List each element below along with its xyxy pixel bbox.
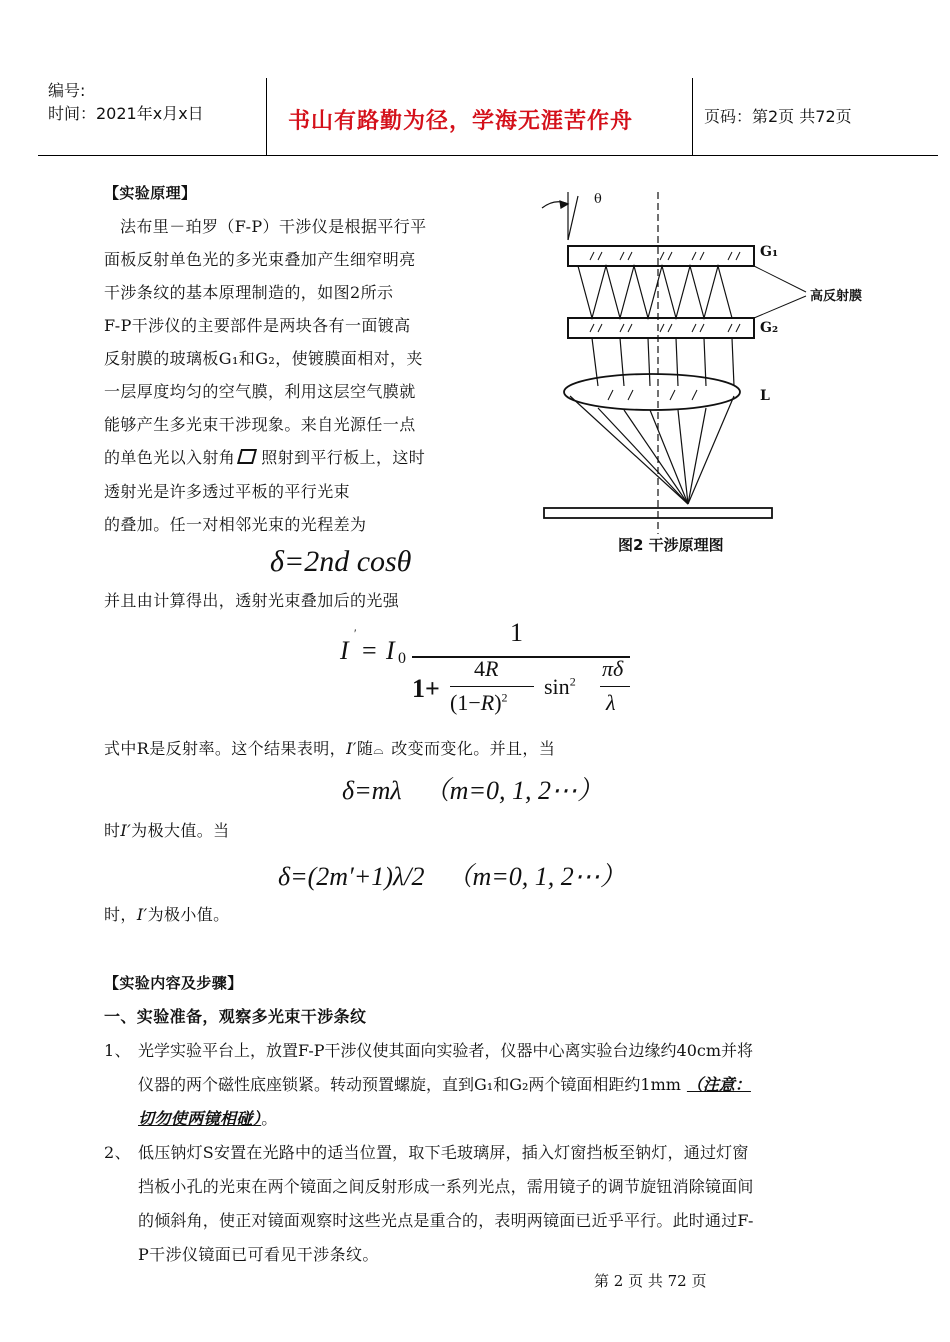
item2-number: 2、 — [104, 1143, 131, 1162]
reflectance-desc — [104, 732, 555, 768]
header-rule — [38, 155, 938, 156]
eq-min-lhs: δ=(2m′+1)λ/2 — [278, 862, 425, 891]
g2-label: G₂ — [760, 320, 779, 336]
delta-glyph-icon: ⌓ — [373, 743, 384, 758]
interference-diagram — [520, 186, 880, 536]
principle-line-5: 反射膜的玻璃板G₁和G₂，使镀膜面相对，夹 — [104, 349, 423, 368]
interference-figure — [520, 186, 880, 536]
intensity-symbol-3: I′ — [136, 905, 148, 924]
principle-line-10: 的叠加。任一对相邻光束的光程差为 — [104, 515, 367, 534]
item2-line-1: 低压钠灯S安置在光路中的适当位置，取下毛玻璃屏，插入灯窗挡板至钠灯，通过灯窗 — [138, 1143, 749, 1162]
principle-line-7: 能够产生多光束干涉现象。来自光源任一点 — [104, 415, 416, 434]
lens-label: L — [760, 388, 770, 404]
item1-line-2 — [138, 1068, 751, 1102]
plate-g1 — [568, 246, 754, 266]
item1-line-3b: 。 — [261, 1109, 278, 1128]
equation-minimum — [278, 856, 626, 893]
header-divider-1 — [266, 78, 267, 155]
eq-max-rhs: （m=0, 1, 2⋯） — [423, 776, 603, 805]
principle-line-9: 透射光是许多透过平板的平行光束 — [104, 482, 351, 501]
equation-maximum — [342, 770, 603, 807]
serial-label: 编号: — [48, 81, 86, 100]
when-label-2: 时， — [104, 905, 137, 924]
reflection-rays — [578, 266, 732, 318]
principle-line-1: 法布里－珀罗（F-P）干涉仪是根据平行平 — [120, 217, 427, 236]
maximum-text: 为极大值。当 — [131, 821, 230, 840]
plate-g2 — [568, 318, 754, 338]
intensity-intro: 并且由计算得出，透射光束叠加后的光强 — [104, 591, 400, 610]
lens-l — [564, 374, 740, 410]
principle-line-2: 面板反射单色光的多光束叠加产生细窄明亮 — [104, 250, 416, 269]
minimum-line — [104, 898, 230, 932]
principle-line-8a: 的单色光以入射角 — [104, 448, 236, 467]
item2-line-3: 的倾斜角，使正对镜面观察时这些光点是重合的，表明两镜面已近乎平行。此时通过F- — [138, 1211, 754, 1230]
eq-min-rhs: （m=0, 1, 2⋯） — [446, 862, 626, 891]
figure-caption: 图2 干涉原理图 — [618, 536, 724, 554]
equation-path-difference: δ=2nd cosθ — [270, 545, 412, 578]
intensity-symbol-2: I′ — [120, 821, 132, 840]
principle-line-6: 一层厚度均匀的空气膜，利用这层空气膜就 — [104, 382, 416, 401]
film-leader-2 — [754, 296, 806, 318]
reflectance-desc-b: 随 — [356, 739, 374, 758]
theta-box-icon — [237, 449, 257, 464]
item2-line-4: P干涉仪镜面已可看见干涉条纹。 — [138, 1245, 379, 1264]
procedure-subtitle: 一、实验准备，观察多光束干涉条纹 — [104, 1007, 367, 1026]
minimum-text: 为极小值。 — [147, 905, 230, 924]
item2-line-2: 挡板小孔的光束在两个镜面之间反射形成一系列光点，需用镜子的调节旋钮消除镜面间 — [138, 1177, 754, 1196]
time-label: 时间：2021年x月x日 — [48, 104, 204, 123]
motto: 书山有路勤为径，学海无涯苦作舟 — [288, 109, 634, 134]
reflectance-desc-c: 改变而变化。并且，当 — [391, 739, 556, 758]
theta-label: θ — [594, 192, 602, 207]
when-label: 时 — [104, 821, 121, 840]
item1-line-2a: 仪器的两个磁性底座锁紧。转动预置螺旋，直到G₁和G₂两个镜面相距约1mm — [138, 1075, 681, 1094]
principle-line-4: F-P干涉仪的主要部件是两块各有一面镀高 — [104, 316, 411, 335]
equation-intensity: I ′ = I 0 1 1+ 4R $(1-R)^2$ $\sin^2$ πδ λ — [340, 618, 640, 728]
section-title-procedure: 【实验内容及步骤】 — [104, 974, 243, 992]
g1-label: G₁ — [760, 244, 779, 260]
header-divider-2 — [692, 78, 693, 155]
principle-line-8b: 照射到平行板上，这时 — [261, 448, 426, 467]
page-info: 页码：第2页 共72页 — [704, 107, 852, 126]
maximum-line — [104, 814, 230, 848]
incident-ray — [568, 196, 578, 240]
principle-line-8 — [104, 441, 425, 475]
footer-page-number: 第 2 页 共 72 页 — [594, 1272, 707, 1290]
film-label: 高反射膜 — [810, 289, 863, 304]
caution-note-end: 切勿使两镜相碰） — [138, 1109, 262, 1128]
intensity-symbol: I′ — [346, 739, 357, 758]
section-title-principle: 【实验原理】 — [104, 184, 197, 202]
principle-line-3: 干涉条纹的基本原理制造的，如图2所示 — [104, 283, 394, 302]
reflectance-desc-a: 式中R是反射率。这个结果表明， — [104, 739, 347, 758]
angle-arrow — [560, 201, 568, 208]
converging-rays — [570, 396, 734, 504]
item1-line-1: 光学实验平台上，放置F-P干涉仪使其面向实验者，仪器中心离实验台边缘约40cm并将 — [138, 1041, 754, 1060]
film-leader-1 — [754, 266, 806, 292]
item1-number: 1、 — [104, 1041, 131, 1060]
eq-max-lhs: δ=mλ — [342, 776, 402, 805]
caution-note-start: （注意： — [686, 1075, 751, 1094]
item1-line-3 — [138, 1102, 278, 1136]
